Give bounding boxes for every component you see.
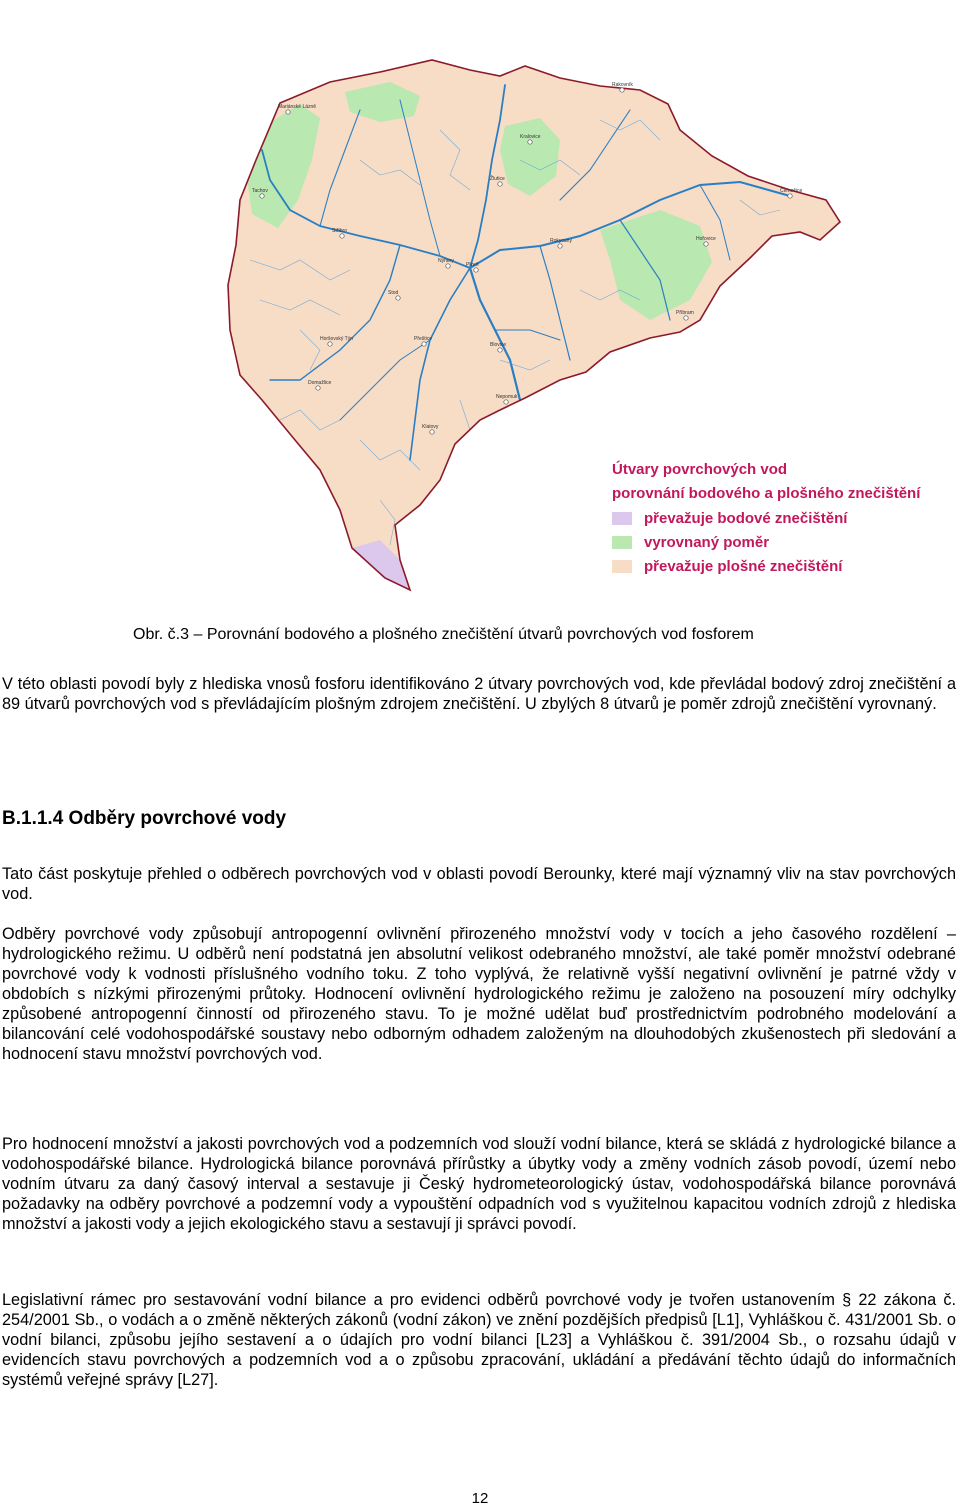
- town-label: Rokycany: [550, 238, 572, 244]
- town-dot: [446, 264, 450, 268]
- town-label: Horšovský Týn: [320, 336, 353, 342]
- town-dot: [430, 430, 434, 434]
- town-label: Rakovník: [612, 82, 633, 88]
- town-dot: [340, 234, 344, 238]
- town-label: Čemošice: [780, 188, 803, 194]
- town-dot: [474, 268, 478, 272]
- town-dot: [328, 342, 332, 346]
- page-number: 12: [471, 1490, 489, 1507]
- legend-item-balanced: [612, 530, 952, 554]
- town-label: Mariánské Lázně: [278, 104, 317, 110]
- town-label: Příbram: [676, 310, 694, 316]
- legend-swatch-area: [612, 560, 632, 573]
- legend-swatch-balanced: [612, 536, 632, 549]
- town-dot: [528, 140, 532, 144]
- legend-label-area: převažuje plošné znečištění: [644, 557, 843, 575]
- town-dot: [558, 244, 562, 248]
- town-dot: [788, 194, 792, 198]
- town-dot: [286, 110, 290, 114]
- section-heading: B.1.1.4 Odběry povrchové vody: [2, 808, 287, 829]
- legend-label-point: převažuje bodové znečištění: [644, 509, 848, 527]
- legend-subtitle: porovnání bodového a plošného znečištění: [612, 485, 921, 502]
- paragraph-legislation: Legislativní rámec pro sestavování vodní bilance a pro evidenci odběrů povrchové vody je tvořen ustanovením § 22 zákona č. 254/2001 Sb., o vodách a o změně některých zákonů (vodní zákon) ve znění pozdějších předpisů [L1], Vyhláškou č. 431/2001 Sb. o vodní bilanci, způsobu jejího sestavení a o údajích pro vodní bilanci [L23] a Vyhláškou č. 391/2004 Sb., o rozsahu údajů v evidencích stavu povrchových a podzemních vod a o způsobu zpracování, ukládání a předávání těchto údajů do informačních systémů veřejné správy [L27].: [2, 1291, 956, 1389]
- legend-item-point: [612, 506, 952, 530]
- town-label: Žlutice: [490, 176, 505, 182]
- town-dot: [260, 194, 264, 198]
- figure-caption: Obr. č.3 – Porovnání bodového a plošného znečištění útvarů povrchových vod fosforem: [133, 626, 754, 643]
- legend-title: Útvary povrchových vod: [612, 461, 788, 478]
- town-label: Kralovice: [520, 134, 541, 140]
- paragraph-withdrawals: Odběry povrchové vody způsobují antropogenní ovlivnění přirozeného množství vody v tocích a jeho časového rozdělení – hydrologického režimu. U odběrů není podstatná jen absolutní velikost odebraného množství, ale také poměr množství odebrané povrchové vody k vodnosti příslušného vodního toku. Z toho vyplývá, že relativně vyšší negativní ovlivnění je patrné vždy v obdobích s nízkými přirozenými průtoky. Hodnocení ovlivnění hydrologického režimu je založeno na posouzení míry odchylky způsobené antropogenní činností od přirozeného stavu. To je možné udělat buď prostřednictvím podrobného modelování a bilancování celé vodohospodářské soustavy nebo odborným odhadem založeným na dlouhodobých zkušenostech při sledování a hodnocení stavu množství povrchových vod.: [2, 925, 956, 1063]
- town-label: Domažlice: [308, 380, 332, 386]
- town-label: Přeštice: [414, 336, 433, 342]
- town-dot: [620, 88, 624, 92]
- town-dot: [316, 386, 320, 390]
- town-dot: [704, 242, 708, 246]
- town-label: Blovice: [490, 342, 507, 348]
- legend-label-balanced: vyrovnaný poměr: [644, 533, 770, 551]
- paragraph-phosphorus: V této oblasti povodí byly z hlediska vnosů fosforu identifikováno 2 útvary povrchových vod, kde převládal bodový zdroj znečištění a 89 útvarů povrchových vod s převládajícím plošným zdrojem znečištění. U zbylých 8 útvarů je poměr zdrojů znečištění vyrovnaný.: [2, 675, 956, 713]
- town-label: Stod: [388, 290, 399, 296]
- town-label: Nepomuk: [496, 394, 518, 400]
- town-dot: [684, 316, 688, 320]
- paragraph-water-balance: Pro hodnocení množství a jakosti povrchových vod a podzemních vod slouží vodní bilance, která se skládá z hydrologické bilance a vodohospodářské bilance. Hydrologická bilance porovnává přírůstky a úbytky vody a změny vodních zásob povodí, území nebo vodním útvaru za daný časový interval a sestavuje ji Český hydrometeorologický ústav, vodohospodářská bilance porovnává požadavky na odběry povrchové a podzemní vody a vypouštění odpadních vod s využitelnou kapacitou vodních zdrojů z hlediska množství a jakosti vody a jejich ekologického stavu a sestavují ji správci povodí.: [2, 1135, 956, 1233]
- town-label: Nýřany: [438, 258, 454, 264]
- town-dot: [422, 342, 426, 346]
- town-dot: [504, 400, 508, 404]
- town-dot: [498, 182, 502, 186]
- town-dot: [498, 348, 502, 352]
- town-label: Hořovice: [696, 236, 716, 242]
- town-dot: [396, 296, 400, 300]
- town-label: Stříbro: [332, 228, 348, 234]
- legend-swatch-point: [612, 512, 632, 525]
- town-label: Plzeň: [466, 262, 479, 268]
- legend-item-area: [612, 554, 952, 578]
- town-label: Tachov: [252, 188, 268, 194]
- paragraph-intro: Tato část poskytuje přehled o odběrech povrchových vod v oblasti povodí Berounky, které mají významný vliv na stav povrchových vod.: [2, 865, 956, 903]
- map-legend: [612, 458, 952, 578]
- town-label: Klatovy: [422, 424, 439, 430]
